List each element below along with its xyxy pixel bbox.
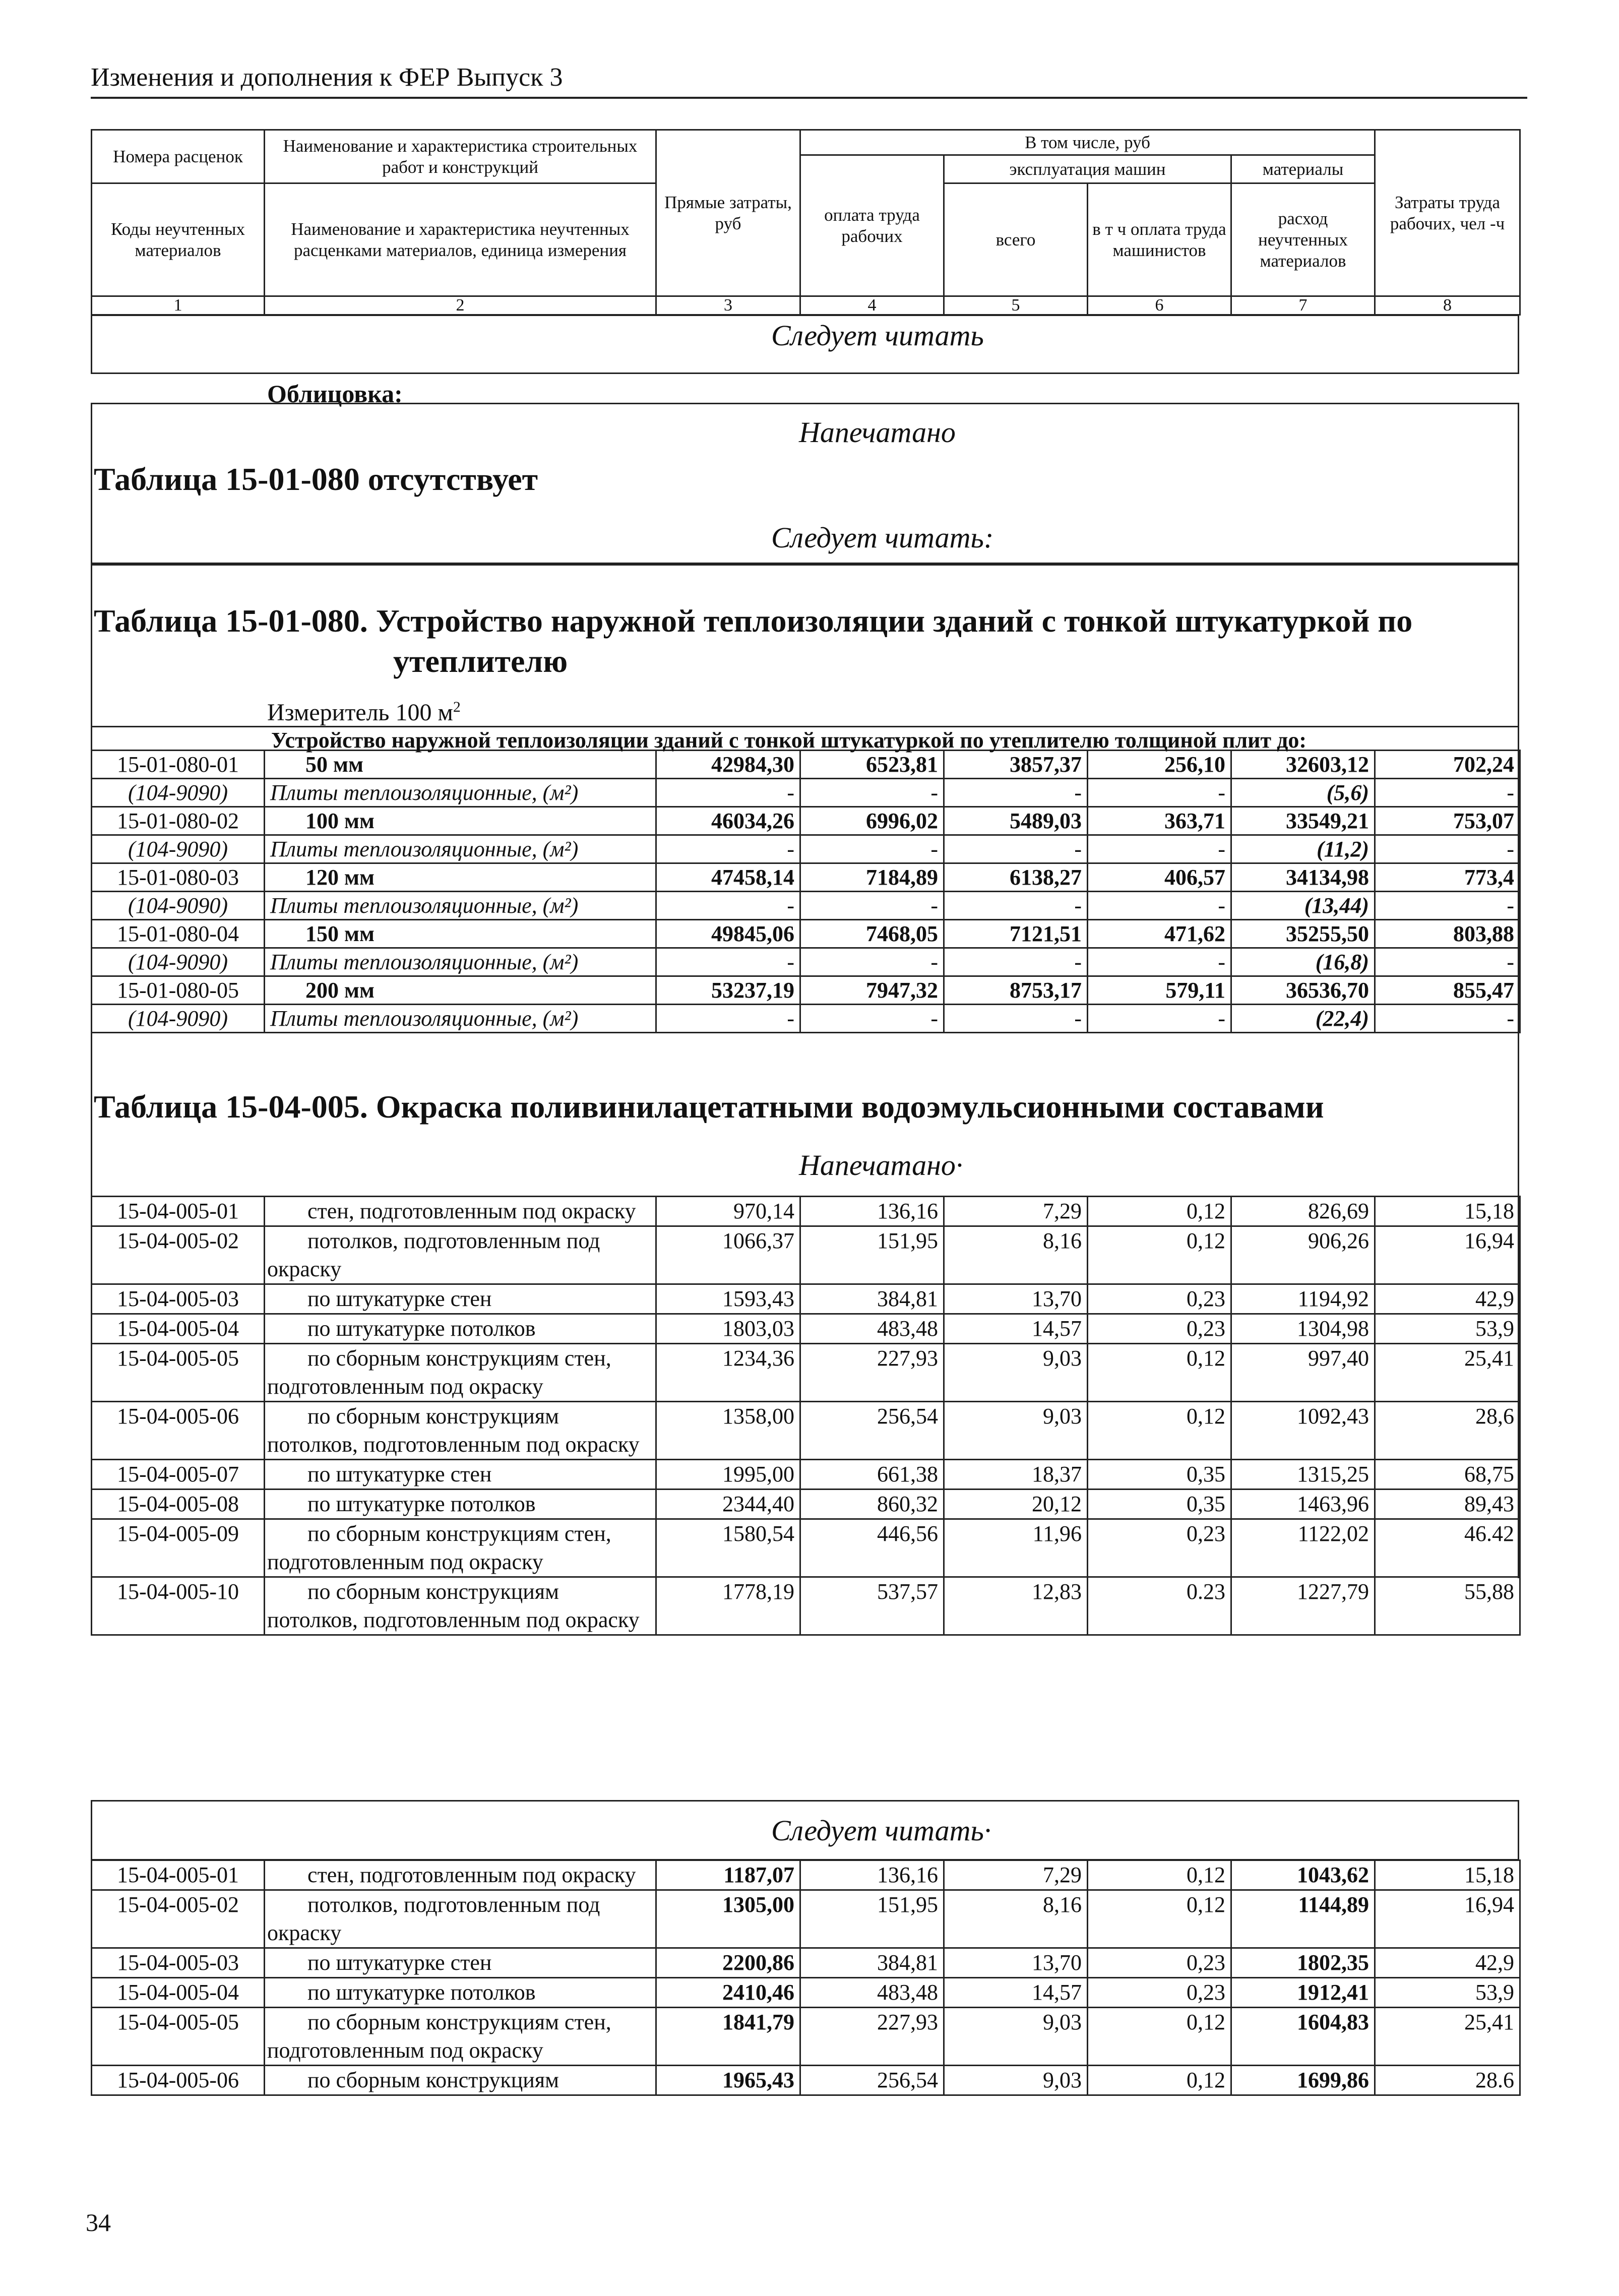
table-row: [92, 2008, 1520, 2066]
work-name: по штукатурке стен: [265, 1284, 656, 1314]
rate-code: 15-04-005-02: [92, 1226, 265, 1284]
work-name: по сборным конструкциям стен, подготовленным под окраску: [265, 1519, 656, 1577]
value-v5: 13,70: [944, 1948, 1088, 1978]
material-direct: -: [656, 892, 800, 920]
value-v7: 1315,25: [1231, 1460, 1375, 1490]
table-row: [92, 1226, 1520, 1284]
value-v8: 25,41: [1375, 1344, 1520, 1402]
material-row: [92, 835, 1520, 863]
materials: 34134,98: [1231, 863, 1375, 892]
material-row: [92, 1005, 1520, 1033]
value-v3: 970,14: [656, 1197, 800, 1226]
col-number: 2: [265, 296, 656, 315]
col-header-machines: эксплуатация машин: [944, 155, 1231, 183]
table-row: [92, 1519, 1520, 1577]
material-direct: -: [656, 948, 800, 976]
value-v8: 89,43: [1375, 1490, 1520, 1519]
col-header-name: Наименование и характеристика строительных работ и конструкций: [265, 130, 656, 183]
value-v5: 20,12: [944, 1490, 1088, 1519]
material-labor-cost: -: [1375, 835, 1520, 863]
direct-costs: 49845,06: [656, 920, 800, 948]
work-name: по штукатурке стен: [265, 1948, 656, 1978]
table-row: [92, 1197, 1520, 1226]
value-v5: 8,16: [944, 1226, 1088, 1284]
value-v7: 1144,89: [1231, 1890, 1375, 1948]
material-labor: -: [800, 835, 944, 863]
direct-costs: 47458,14: [656, 863, 800, 892]
value-v7: 997,40: [1231, 1344, 1375, 1402]
value-v8: 53,9: [1375, 1314, 1520, 1344]
material-driver: -: [1088, 779, 1231, 807]
material-row: [92, 892, 1520, 920]
value-v5: 14,57: [944, 1978, 1088, 2008]
value-v4: 384,81: [800, 1948, 944, 1978]
direct-costs: 42984,30: [656, 751, 800, 779]
work-name: потолков, подготовленным под окраску: [265, 1890, 656, 1948]
col-header-materials: материалы: [1231, 155, 1375, 183]
material-code: (104-9090): [92, 779, 265, 807]
table-row: [92, 1284, 1520, 1314]
value-v8: 25,41: [1375, 2008, 1520, 2066]
rate-code: 15-04-005-04: [92, 1978, 265, 2008]
table080-title: Таблица 15-01-080. Устройство наружной теплоизоляции зданий с тонкой штукатуркой по: [94, 603, 1413, 639]
materials: 32603,12: [1231, 751, 1375, 779]
value-v7: 826,69: [1231, 1197, 1375, 1226]
value-v6: 0,12: [1088, 1402, 1231, 1460]
value-v6: 0.23: [1088, 1577, 1231, 1635]
running-header: Изменения и дополнения к ФЕР Выпуск 3: [91, 63, 1527, 99]
value-v7: 1912,41: [1231, 1978, 1375, 2008]
col-header-codes: Номера расценок: [92, 130, 265, 183]
material-driver: -: [1088, 892, 1231, 920]
value-v6: 0,35: [1088, 1460, 1231, 1490]
table-row: [92, 1948, 1520, 1978]
measurer: [267, 693, 461, 727]
value-v7: 1463,96: [1231, 1490, 1375, 1519]
table005-printed: [91, 1196, 1521, 1636]
material-driver: -: [1088, 1005, 1231, 1033]
material-direct: -: [656, 1005, 800, 1033]
rate-code: 15-04-005-02: [92, 1890, 265, 1948]
col-number: 6: [1088, 296, 1231, 315]
material-machines: -: [944, 1005, 1088, 1033]
labor-pay: 6523,81: [800, 751, 944, 779]
material-consumption: (13,44): [1231, 892, 1375, 920]
col-number: 7: [1231, 296, 1375, 315]
rate-code: 15-04-005-03: [92, 1284, 265, 1314]
value-v6: 0,12: [1088, 1344, 1231, 1402]
material-name: Плиты теплоизоляционные, (м²): [265, 1005, 656, 1033]
table005-printed-label: Напечатано·: [799, 1149, 963, 1182]
table-row: [92, 863, 1520, 892]
value-v5: 18,37: [944, 1460, 1088, 1490]
material-machines: -: [944, 892, 1088, 920]
value-v8: 15,18: [1375, 1860, 1520, 1890]
value-v5: 12,83: [944, 1577, 1088, 1635]
col-number: 8: [1375, 296, 1520, 315]
col-number: 1: [92, 296, 265, 315]
value-v3: 1187,07: [656, 1860, 800, 1890]
work-name: 150 мм: [265, 920, 656, 948]
rate-code: 15-04-005-01: [92, 1860, 265, 1890]
material-labor-cost: -: [1375, 779, 1520, 807]
machines-total: 5489,03: [944, 807, 1088, 835]
facing-label: Облицовка:: [267, 380, 403, 408]
rate-code: 15-04-005-10: [92, 1577, 265, 1635]
labor-cost: 753,07: [1375, 807, 1520, 835]
col-header-materials-sub: расход неучтенных материалов: [1231, 183, 1375, 296]
direct-costs: 53237,19: [656, 976, 800, 1005]
value-v4: 384,81: [800, 1284, 944, 1314]
col-number: 4: [800, 296, 944, 315]
materials: 35255,50: [1231, 920, 1375, 948]
rate-code: 15-04-005-03: [92, 1948, 265, 1978]
table080-subheading: Устройство наружной теплоизоляции зданий с тонкой штукатуркой по утеплителю толщиной плит до:: [271, 728, 1307, 753]
value-v7: 1604,83: [1231, 2008, 1375, 2066]
work-name: по сборным конструкциям: [265, 2066, 656, 2095]
value-v8: 53,9: [1375, 1978, 1520, 2008]
value-v4: 446,56: [800, 1519, 944, 1577]
machines-driver: 406,57: [1088, 863, 1231, 892]
value-v3: 1778,19: [656, 1577, 800, 1635]
value-v5: 13,70: [944, 1284, 1088, 1314]
value-v7: 1227,79: [1231, 1577, 1375, 1635]
col-number: 5: [944, 296, 1088, 315]
table-row: [92, 1978, 1520, 2008]
value-v4: 256,54: [800, 1402, 944, 1460]
value-v6: 0,23: [1088, 1978, 1231, 2008]
value-v6: 0,12: [1088, 2066, 1231, 2095]
material-labor-cost: -: [1375, 948, 1520, 976]
col-header-direct-costs: Прямые затраты, руб: [656, 130, 800, 296]
col-number: 3: [656, 296, 800, 315]
value-v3: 1580,54: [656, 1519, 800, 1577]
work-name: по штукатурке потолков: [265, 1490, 656, 1519]
value-v4: 661,38: [800, 1460, 944, 1490]
value-v4: 860,32: [800, 1490, 944, 1519]
table-row: [92, 751, 1520, 779]
table-row: [92, 1577, 1520, 1635]
material-code: (104-9090): [92, 892, 265, 920]
value-v5: 14,57: [944, 1314, 1088, 1344]
labor-cost: 803,88: [1375, 920, 1520, 948]
value-v7: 1304,98: [1231, 1314, 1375, 1344]
materials: 36536,70: [1231, 976, 1375, 1005]
table005-title: Таблица 15-04-005. Окраска поливинилацетатными водоэмульсионными составами: [94, 1089, 1324, 1125]
machines-total: 8753,17: [944, 976, 1088, 1005]
material-name: Плиты теплоизоляционные, (м²): [265, 779, 656, 807]
value-v5: 7,29: [944, 1197, 1088, 1226]
rate-code: 15-01-080-05: [92, 976, 265, 1005]
rate-code: 15-04-005-07: [92, 1460, 265, 1490]
col-header-machines-driver: в т ч оплата труда машинистов: [1088, 183, 1231, 296]
value-v4: 227,93: [800, 1344, 944, 1402]
material-row: [92, 779, 1520, 807]
should-read-label: Следует читать: [771, 319, 984, 352]
col-header-labor-pay: оплата труда рабочих: [800, 155, 944, 296]
value-v3: 1841,79: [656, 2008, 800, 2066]
value-v8: 16,94: [1375, 1226, 1520, 1284]
value-v3: 1803,03: [656, 1314, 800, 1344]
value-v8: 42,9: [1375, 1948, 1520, 1978]
value-v6: 0,35: [1088, 1490, 1231, 1519]
material-machines: -: [944, 948, 1088, 976]
value-v7: 906,26: [1231, 1226, 1375, 1284]
value-v4: 256,54: [800, 2066, 944, 2095]
labor-pay: 7184,89: [800, 863, 944, 892]
column-header-table: [91, 129, 1521, 297]
material-consumption: (5,6): [1231, 779, 1375, 807]
value-v8: 28.6: [1375, 2066, 1520, 2095]
rate-code: 15-04-005-04: [92, 1314, 265, 1344]
value-v8: 16,94: [1375, 1890, 1520, 1948]
value-v8: 42,9: [1375, 1284, 1520, 1314]
table-row: [92, 1344, 1520, 1402]
table005-should-read-label: Следует читать·: [771, 1814, 991, 1847]
value-v6: 0,12: [1088, 2008, 1231, 2066]
work-name: потолков, подготовленным под окраску: [265, 1226, 656, 1284]
material-labor: -: [800, 892, 944, 920]
material-direct: -: [656, 835, 800, 863]
work-name: стен, подготовленным под окраску: [265, 1860, 656, 1890]
value-v4: 483,48: [800, 1314, 944, 1344]
labor-cost: 702,24: [1375, 751, 1520, 779]
value-v6: 0,12: [1088, 1860, 1231, 1890]
material-consumption: (22,4): [1231, 1005, 1375, 1033]
material-machines: -: [944, 835, 1088, 863]
work-name: по сборным конструкциям стен, подготовленным под окраску: [265, 2008, 656, 2066]
col-header-material-codes: Коды неучтенных материалов: [92, 183, 265, 296]
value-v6: 0,23: [1088, 1948, 1231, 1978]
material-row: [92, 948, 1520, 976]
material-driver: -: [1088, 948, 1231, 976]
labor-pay: 7947,32: [800, 976, 944, 1005]
value-v4: 136,16: [800, 1197, 944, 1226]
value-v3: 2344,40: [656, 1490, 800, 1519]
table-row: [92, 1314, 1520, 1344]
work-name: по сборным конструкциям потолков, подготовленным под окраску: [265, 1577, 656, 1635]
value-v6: 0,23: [1088, 1284, 1231, 1314]
col-header-material-name: Наименование и характеристика неучтенных расценками материалов, единица измерения: [265, 183, 656, 296]
value-v3: 1995,00: [656, 1460, 800, 1490]
value-v3: 2200,86: [656, 1948, 800, 1978]
col-header-labor-cost: Затраты труда рабочих, чел -ч: [1375, 130, 1520, 296]
value-v4: 151,95: [800, 1890, 944, 1948]
rate-code: 15-04-005-06: [92, 1402, 265, 1460]
value-v5: 9,03: [944, 2066, 1088, 2095]
work-name: 120 мм: [265, 863, 656, 892]
value-v3: 1234,36: [656, 1344, 800, 1402]
col-header-machines-total: всего: [944, 183, 1088, 296]
table-row: [92, 976, 1520, 1005]
material-code: (104-9090): [92, 835, 265, 863]
table-row: [92, 1460, 1520, 1490]
machines-driver: 579,11: [1088, 976, 1231, 1005]
measurer-sup: 2: [453, 699, 461, 715]
value-v5: 11,96: [944, 1519, 1088, 1577]
value-v4: 483,48: [800, 1978, 944, 2008]
value-v8: 28,6: [1375, 1402, 1520, 1460]
value-v3: 2410,46: [656, 1978, 800, 2008]
value-v7: 1122,02: [1231, 1519, 1375, 1577]
rate-code: 15-01-080-04: [92, 920, 265, 948]
material-driver: -: [1088, 835, 1231, 863]
material-name: Плиты теплоизоляционные, (м²): [265, 892, 656, 920]
value-v8: 15,18: [1375, 1197, 1520, 1226]
value-v4: 537,57: [800, 1577, 944, 1635]
value-v4: 151,95: [800, 1226, 944, 1284]
value-v8: 55,88: [1375, 1577, 1520, 1635]
value-v8: 46.42: [1375, 1519, 1520, 1577]
material-code: (104-9090): [92, 1005, 265, 1033]
table080-title-cont: утеплителю: [393, 643, 568, 679]
value-v5: 8,16: [944, 1890, 1088, 1948]
column-number-row: [91, 295, 1521, 316]
value-v5: 7,29: [944, 1860, 1088, 1890]
value-v5: 9,03: [944, 1402, 1088, 1460]
table005-should-read: [91, 1859, 1521, 2096]
printed-label: Напечатано: [799, 416, 956, 449]
machines-total: 6138,27: [944, 863, 1088, 892]
labor-pay: 6996,02: [800, 807, 944, 835]
machines-driver: 256,10: [1088, 751, 1231, 779]
work-name: по штукатурке стен: [265, 1460, 656, 1490]
table-row: [92, 1490, 1520, 1519]
col-header-in-total: В том числе, руб: [800, 130, 1375, 155]
direct-costs: 46034,26: [656, 807, 800, 835]
value-v7: 1043,62: [1231, 1860, 1375, 1890]
page-number: 34: [86, 2208, 111, 2237]
work-name: по штукатурке потолков: [265, 1314, 656, 1344]
value-v6: 0,12: [1088, 1890, 1231, 1948]
value-v6: 0,23: [1088, 1519, 1231, 1577]
material-name: Плиты теплоизоляционные, (м²): [265, 835, 656, 863]
table-row: [92, 1860, 1520, 1890]
rate-code: 15-04-005-01: [92, 1197, 265, 1226]
value-v6: 0,12: [1088, 1197, 1231, 1226]
table-row: [92, 1890, 1520, 1948]
value-v4: 136,16: [800, 1860, 944, 1890]
value-v6: 0,12: [1088, 1226, 1231, 1284]
table-row: [92, 807, 1520, 835]
work-name: по сборным конструкциям потолков, подготовленным под окраску: [265, 1402, 656, 1460]
value-v3: 1066,37: [656, 1226, 800, 1284]
value-v8: 68,75: [1375, 1460, 1520, 1490]
value-v7: 1092,43: [1231, 1402, 1375, 1460]
material-direct: -: [656, 779, 800, 807]
material-consumption: (11,2): [1231, 835, 1375, 863]
work-name: 200 мм: [265, 976, 656, 1005]
work-name: 100 мм: [265, 807, 656, 835]
material-code: (104-9090): [92, 948, 265, 976]
material-name: Плиты теплоизоляционные, (м²): [265, 948, 656, 976]
value-v7: 1699,86: [1231, 2066, 1375, 2095]
table-absent-note: Таблица 15-01-080 отсутствует: [94, 461, 538, 497]
work-name: по сборным конструкциям стен, подготовленным под окраску: [265, 1344, 656, 1402]
machines-total: 3857,37: [944, 751, 1088, 779]
rate-code: 15-04-005-05: [92, 1344, 265, 1402]
labor-cost: 855,47: [1375, 976, 1520, 1005]
value-v5: 9,03: [944, 1344, 1088, 1402]
material-labor-cost: -: [1375, 1005, 1520, 1033]
machines-driver: 471,62: [1088, 920, 1231, 948]
value-v7: 1802,35: [1231, 1948, 1375, 1978]
subhead-rule: [91, 726, 1519, 727]
measurer-value: 100 м: [395, 699, 453, 726]
material-machines: -: [944, 779, 1088, 807]
labor-cost: 773,4: [1375, 863, 1520, 892]
materials: 33549,21: [1231, 807, 1375, 835]
value-v3: 1305,00: [656, 1890, 800, 1948]
rate-code: 15-01-080-03: [92, 863, 265, 892]
rate-code: 15-04-005-05: [92, 2008, 265, 2066]
value-v5: 9,03: [944, 2008, 1088, 2066]
material-consumption: (16,8): [1231, 948, 1375, 976]
value-v3: 1358,00: [656, 1402, 800, 1460]
measurer-label: Измеритель: [267, 699, 390, 726]
material-labor: -: [800, 1005, 944, 1033]
value-v3: 1593,43: [656, 1284, 800, 1314]
rate-code: 15-04-005-06: [92, 2066, 265, 2095]
should-read-label-2: Следует читать:: [771, 521, 994, 554]
machines-driver: 363,71: [1088, 807, 1231, 835]
rate-code: 15-04-005-09: [92, 1519, 265, 1577]
material-labor: -: [800, 948, 944, 976]
work-name: 50 мм: [265, 751, 656, 779]
machines-total: 7121,51: [944, 920, 1088, 948]
material-labor: -: [800, 779, 944, 807]
rate-code: 15-01-080-01: [92, 751, 265, 779]
value-v4: 227,93: [800, 2008, 944, 2066]
material-labor-cost: -: [1375, 892, 1520, 920]
table-row: [92, 920, 1520, 948]
rate-code: 15-04-005-08: [92, 1490, 265, 1519]
labor-pay: 7468,05: [800, 920, 944, 948]
value-v7: 1194,92: [1231, 1284, 1375, 1314]
table-row: [92, 1402, 1520, 1460]
value-v3: 1965,43: [656, 2066, 800, 2095]
work-name: по штукатурке потолков: [265, 1978, 656, 2008]
rate-code: 15-01-080-02: [92, 807, 265, 835]
work-name: стен, подготовленным под окраску: [265, 1197, 656, 1226]
table-row: [92, 2066, 1520, 2095]
value-v6: 0,23: [1088, 1314, 1231, 1344]
table080: [91, 750, 1521, 1033]
